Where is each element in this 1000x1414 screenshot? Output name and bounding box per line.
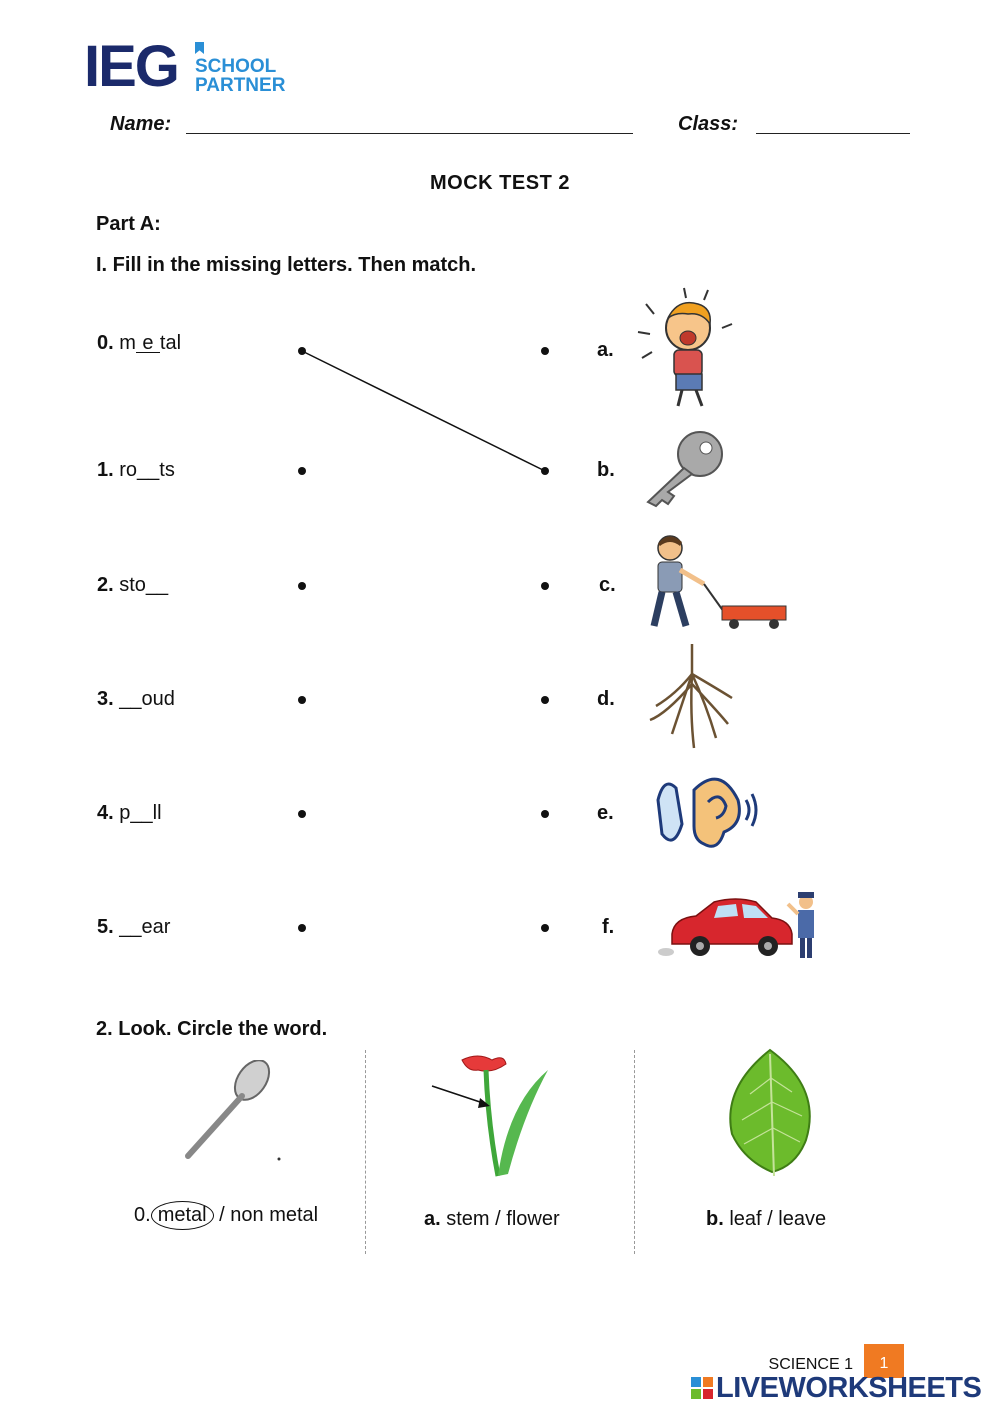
item-number: 3.: [97, 688, 114, 710]
tulip-stem-icon: [428, 1054, 558, 1180]
item-number: 2.: [97, 574, 114, 596]
item-word-post: tal: [159, 332, 182, 354]
divider-2: [634, 1050, 635, 1254]
logo-sub1: SCHOOL: [195, 56, 277, 77]
item-number: 5.: [97, 916, 114, 938]
word-item-b: [706, 1208, 826, 1231]
page-number-badge: 1: [864, 1344, 904, 1378]
word-item-a: [424, 1208, 560, 1231]
letter-e: e.: [597, 802, 614, 824]
word-item-b-prefix: b.: [706, 1208, 724, 1230]
section1-heading: I. Fill in the missing letters. Then match.: [96, 254, 477, 276]
leaf-icon: [726, 1048, 816, 1180]
item-word-pre: m: [119, 332, 136, 354]
letter-a: a.: [597, 339, 614, 361]
item-text[interactable]: sto__: [119, 574, 169, 596]
shouting-boy-icon: [632, 284, 742, 412]
liveworksheets-logo-icon: [691, 1377, 713, 1399]
word-item-0: [134, 1204, 318, 1227]
word-item-0-prefix: 0.: [134, 1204, 151, 1226]
item-number: 0.: [97, 332, 114, 354]
key-icon: [640, 426, 730, 510]
class-label: Class:: [678, 113, 739, 135]
letter-f: f.: [602, 916, 615, 938]
spoon-icon: [176, 1060, 296, 1168]
logo-sub2: PARTNER: [195, 75, 286, 96]
section2-heading: 2. Look. Circle the word.: [96, 1018, 328, 1040]
page-title: MOCK TEST 2: [430, 172, 570, 194]
boy-pulling-wagon-icon: [640, 532, 796, 634]
word-item-b-text[interactable]: leaf / leave: [729, 1208, 827, 1230]
logo-ieg: IEG: [84, 34, 178, 99]
word-item-0-rest[interactable]: / non metal: [219, 1204, 319, 1226]
divider-1: [365, 1050, 366, 1254]
car-police-icon: [656, 890, 826, 962]
letter-b: b.: [597, 459, 615, 481]
filled-letter[interactable]: e: [136, 334, 160, 353]
item-number: 4.: [97, 802, 114, 824]
item-text[interactable]: p__ll: [119, 802, 162, 824]
footer-brand[interactable]: LIVEWORKSHEETS: [716, 1372, 982, 1404]
part-heading: Part A:: [96, 213, 161, 235]
item-text[interactable]: __ear: [119, 916, 171, 938]
item-text[interactable]: ro__ts: [119, 459, 175, 481]
word-item-a-text[interactable]: stem / flower: [446, 1208, 560, 1230]
name-label: Name:: [110, 113, 172, 135]
ear-listening-icon: [654, 770, 758, 854]
letter-c: c.: [599, 574, 616, 596]
word-item-a-prefix: a.: [424, 1208, 441, 1230]
item-text[interactable]: __oud: [119, 688, 175, 710]
item-number: 1.: [97, 459, 114, 481]
footer-subject: SCIENCE 1: [768, 1356, 853, 1373]
roots-icon: [646, 644, 736, 752]
circled-option[interactable]: metal: [151, 1201, 214, 1230]
letter-d: d.: [597, 688, 615, 710]
